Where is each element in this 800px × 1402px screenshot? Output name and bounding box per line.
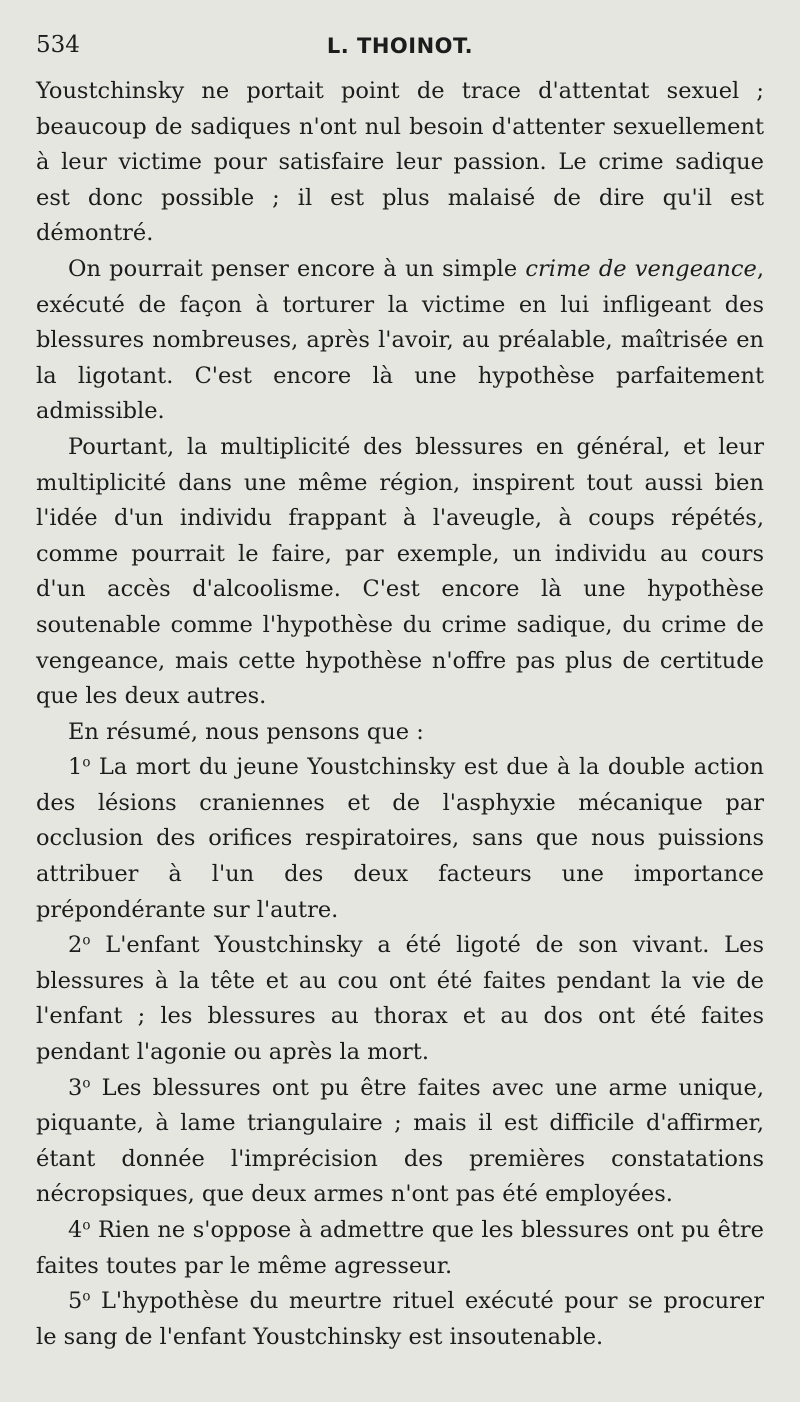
item-text: Rien ne s'oppose à admettre que les blessures ont pu être faites toutes par le même agresseur. (36, 1217, 764, 1279)
conclusion-item-2 (36, 928, 764, 1070)
paragraph-continued: Youstchinsky ne portait point de trace d'attentat sexuel ; beaucoup de sadiques n'ont nul besoin d'attenter sexuellement à leur victime pour satisfaire leur passion. Le crime sadique est donc possible ; il est plus malaisé de dire qu'il est démontré. (36, 78, 764, 247)
item-text: L'enfant Youstchinsky a été ligoté de son vivant. Les blessures à la tête et au cou ont été faites pendant la vie de l'enfant ; les blessures au thorax et au dos ont été faites pendant l'agonie ou après la mort. (36, 932, 764, 1066)
conclusion-item-3 (36, 1071, 764, 1213)
item-number: 5 (68, 1288, 83, 1315)
page-number: 534 (36, 32, 80, 58)
paragraph-text: On pourrait penser encore à un simple (68, 255, 526, 282)
item-number: 2 (68, 932, 83, 959)
item-number: 3 (68, 1074, 83, 1101)
ordinal-mark: o (82, 754, 91, 771)
body-text (36, 74, 764, 1355)
conclusion-item-1 (36, 750, 764, 928)
ordinal-mark: o (82, 1288, 91, 1305)
emphasized-term: crime de vengeance (525, 255, 757, 282)
paragraph-summary-intro: En résumé, nous pensons que : (68, 718, 424, 745)
paragraph-text: , exécuté de façon à torturer la victime en lui infligeant des blessures nombreuses, après l'avoir, au préalable, maîtrisée en la ligotant. C'est encore là une hypothèse parfaitement admissible. (36, 255, 764, 425)
item-text: La mort du jeune Youstchinsky est due à la double action des lésions craniennes et de l'asphyxie mécanique par occlusion des orifices respiratoires, sans que nous puissions attribuer à l'un des deux facteurs une importance prépondérante sur l'autre. (36, 754, 764, 923)
paragraph-vengeance (36, 252, 764, 430)
conclusion-item-4 (36, 1213, 764, 1284)
ordinal-mark: o (82, 932, 91, 949)
paragraph-multiplicity: Pourtant, la multiplicité des blessures en général, et leur multiplicité dans une même région, inspirent tout aussi bien l'idée d'un individu frappant à l'aveugle, à coups répétés, comme pourrait le faire, par exemple, un individu au cours d'un accès d'alcoolisme. C'est encore là une hypothèse soutenable comme l'hypothèse du crime sadique, du crime de vengeance, mais cette hypothèse n'offre pas plus de certitude que les deux autres. (36, 433, 764, 710)
conclusion-item-5 (36, 1284, 764, 1355)
page-header (36, 32, 764, 68)
ordinal-mark: o (82, 1217, 91, 1234)
ordinal-mark: o (82, 1075, 91, 1092)
running-head: L. THOINOT. (326, 34, 474, 58)
item-number: 4 (68, 1217, 83, 1243)
item-text: Les blessures ont pu être faites avec une arme unique, piquante, à lame triangulaire ; mais il est difficile d'affirmer, étant donnée l'imprécision des premières constatations nécropsiques, que deux armes n'ont pas été employées. (36, 1074, 764, 1208)
item-text: L'hypothèse du meurtre rituel exécuté pour se procurer le sang de l'enfant Youstchinsky est insoutenable. (36, 1288, 764, 1350)
item-number: 1 (68, 754, 83, 781)
